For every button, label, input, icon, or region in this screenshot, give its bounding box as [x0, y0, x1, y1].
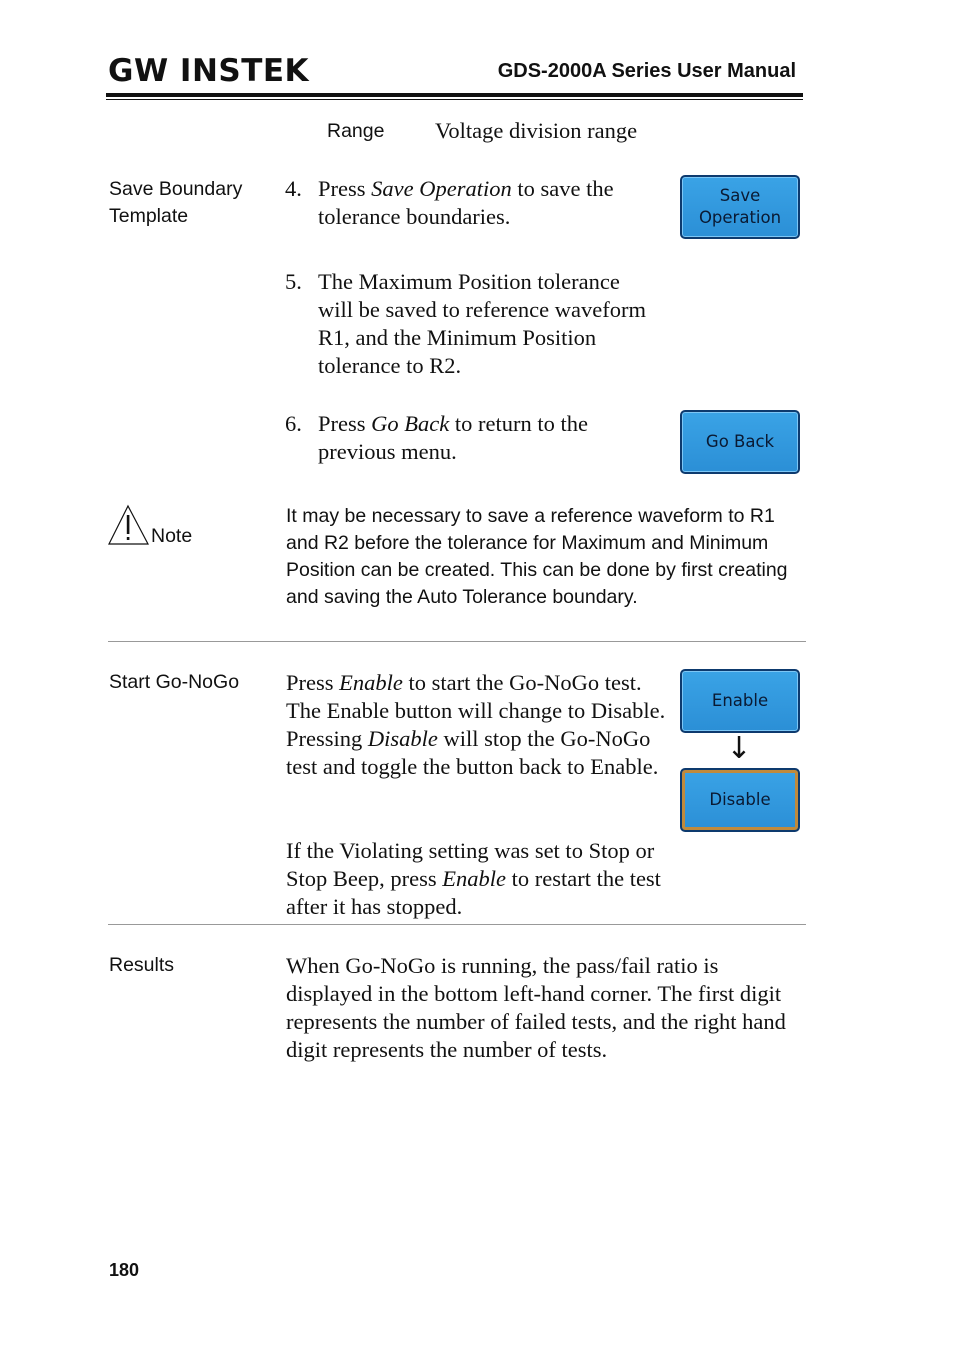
results-text: When Go-NoGo is running, the pass/fail ratio is displayed in the bottom left-hand corner. The first digit represents the number of failed tests, and the right hand digit represents the number of tests.	[286, 953, 786, 1062]
disable-button[interactable]: Disable	[680, 768, 800, 832]
menu-term: Enable	[442, 866, 506, 891]
menu-term: Disable	[367, 726, 438, 751]
section-divider	[108, 924, 806, 925]
range-label: Range	[327, 120, 385, 142]
menu-term: Enable	[339, 670, 403, 695]
save-operation-button[interactable]: Save Operation	[680, 175, 800, 239]
step-number: 4.	[285, 176, 302, 201]
step-text: Press Go Back to return to the previous menu.	[318, 411, 588, 464]
menu-term: Go Back	[371, 411, 450, 436]
start-gonogo-paragraph-1: Press Enable to start the Go-NoGo test. The Enable button will change to Disable. Pressing Disable will stop the Go-NoGo test and toggle the button back to Enable.	[286, 670, 666, 779]
svg-text:GW INSTEK: GW INSTEK	[108, 53, 310, 89]
step-number: 6.	[285, 411, 302, 436]
gw-instek-logo	[108, 52, 310, 89]
go-back-button[interactable]: Go Back	[680, 410, 800, 474]
enable-button[interactable]: Enable	[680, 669, 800, 733]
save-boundary-label-line1: Save Boundary	[109, 178, 243, 200]
start-gonogo-label: Start Go-NoGo	[109, 671, 240, 693]
warning-icon	[108, 504, 150, 546]
note-label: Note	[151, 525, 193, 547]
step-4	[285, 175, 655, 231]
section-divider	[108, 641, 806, 642]
down-arrow-icon: ↓	[726, 731, 752, 766]
step-number: 5.	[285, 269, 302, 294]
start-gonogo-paragraph-2: If the Violating setting was set to Stop or Stop Beep, press Enable to restart the test after it has stopped.	[286, 838, 661, 919]
step-5	[285, 268, 660, 380]
step-text: Press Save Operation to save the tolerance boundaries.	[318, 176, 614, 229]
menu-term: Save Operation	[371, 176, 512, 201]
note-text: It may be necessary to save a reference waveform to R1 and R2 before the tolerance for Maximum and Minimum Position can be created. This can be done by first creating and saving the Auto Tolerance boundary.	[286, 505, 788, 608]
manual-title: GDS-2000A Series User Manual	[497, 60, 796, 82]
results-label: Results	[109, 954, 175, 976]
header-rule-thin	[106, 99, 803, 100]
page-number: 180	[109, 1260, 140, 1280]
range-value: Voltage division range	[435, 118, 638, 143]
step-6	[285, 410, 655, 466]
header-rule-thick	[106, 93, 803, 97]
save-boundary-label	[109, 176, 279, 230]
step-text: The Maximum Position tolerance will be saved to reference waveform R1, and the Minimum Position tolerance to R2.	[318, 269, 646, 378]
save-boundary-label-line2: Template	[109, 205, 189, 227]
